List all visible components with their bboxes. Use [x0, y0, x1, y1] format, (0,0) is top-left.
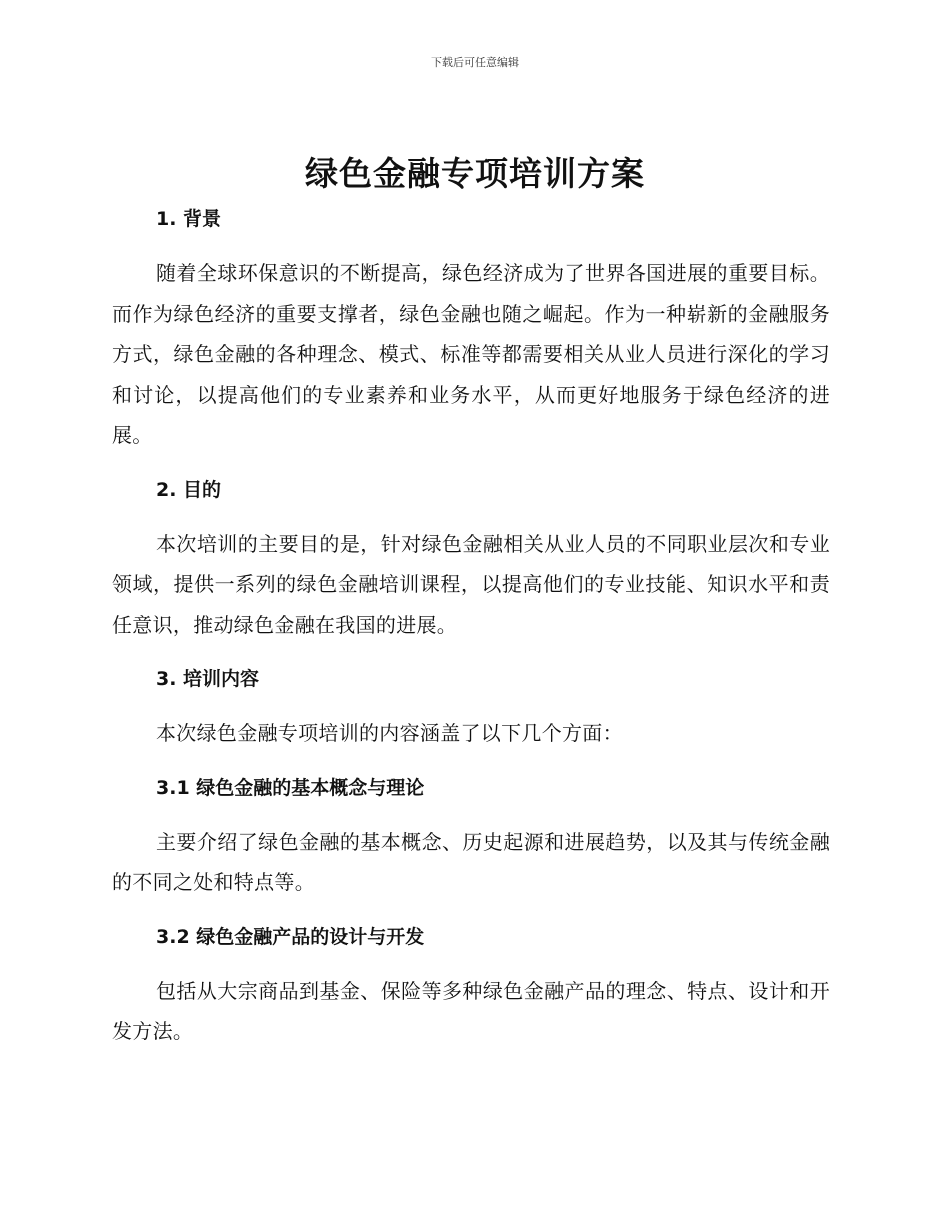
section-heading-content: 3. 培训内容 [156, 668, 260, 690]
section-heading-basic-concepts: 3.1 绿色金融的基本概念与理论 [156, 776, 425, 799]
document-body [112, 202, 830, 1052]
section-heading-purpose: 2. 目的 [156, 478, 222, 501]
section-heading-product-design: 3.2 绿色金融产品的设计与开发 [156, 925, 425, 948]
section-paragraph-background: 随着全球环保意识的不断提高，绿色经济成为了世界各国进展的重要目标。而作为绿色经济的重要支撑者，绿色金融也随之崛起。作为一种崭新的金融服务方式，绿色金融的各种理念、模式、标准等都需要相关从业人员进行深化的学习和讨论，以提高他们的专业素养和业务水平，从而更好地服务于绿色经济的进展。 [112, 261, 830, 447]
section-paragraph-product-design: 包括从大宗商品到基金、保险等多种绿色金融产品的理念、特点、设计和开发方法。 [112, 978, 830, 1043]
section-paragraph-purpose: 本次培训的主要目的是，针对绿色金融相关从业人员的不同职业层次和专业领域，提供一系列的绿色金融培训课程，以提高他们的专业技能、知识水平和责任意识，推动绿色金融在我国的进展。 [112, 531, 830, 637]
document-title: 绿色金融专项培训方案 [305, 154, 645, 193]
page-header-note: 下载后可任意编辑 [431, 56, 519, 69]
section-paragraph-basic-concepts: 主要介绍了绿色金融的基本概念、历史起源和进展趋势，以及其与传统金融的不同之处和特点等。 [112, 829, 830, 894]
section-paragraph-content: 本次绿色金融专项培训的内容涵盖了以下几个方面： [156, 721, 623, 745]
section-heading-background: 1. 背景 [156, 208, 222, 230]
